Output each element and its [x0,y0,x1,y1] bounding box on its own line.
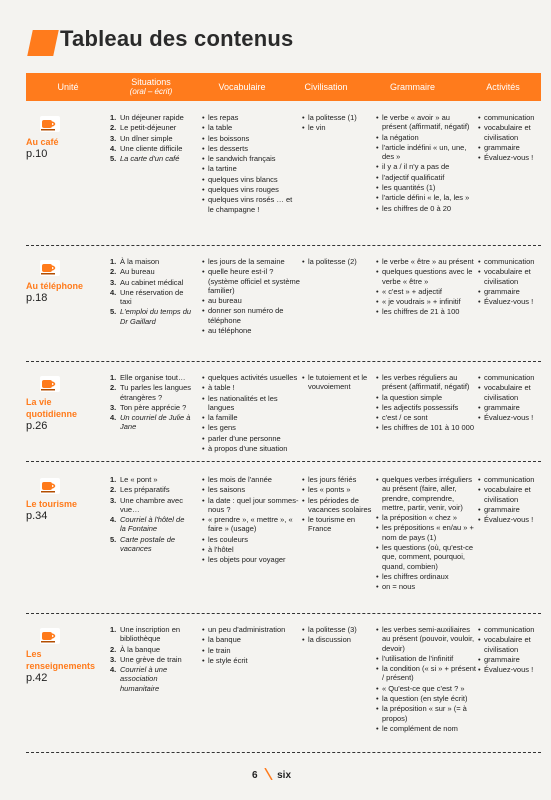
situation-item [110,373,192,382]
activites-list [478,113,544,162]
situation-number: 2. [110,644,117,654]
vocabulaire-cell [202,475,300,566]
civilisation-list [302,373,372,392]
vocabulaire-item: • les couleurs [202,535,300,544]
civilisation-cell [302,257,372,267]
activites-item: • communication [478,373,544,382]
header-grammaire-label: Grammaire [389,82,435,92]
situation-item [110,665,192,693]
vocabulaire-item: • donner son numéro de téléphone [202,306,300,325]
situation-number: 5. [110,307,117,317]
unit-page: p.26 [26,420,48,432]
civilisation-list [302,113,372,133]
grammaire-item: • les chiffres de 101 à 10 000 [376,423,476,432]
grammaire-item: • les adjectifs possessifs [376,403,476,412]
situation-number: 5. [110,154,117,164]
grammaire-item: • « c'est » + adjectif [376,287,476,296]
activites-item: • grammaire [478,655,544,664]
situation-text: À la maison [120,257,160,266]
situation-number: 3. [110,402,117,412]
situation-text: La carte d'un café [120,154,180,164]
vocabulaire-item: • quelle heure est-il ? (système officiel et système familier) [202,267,300,295]
grammaire-item: • les prépositions « en/au » + nom de pays (1) [376,523,476,542]
header-civilisation-label: Civilisation [304,82,348,92]
civilisation-item: • la politesse (2) [302,257,372,266]
vocabulaire-item: • les gens [202,423,300,432]
vocabulaire-item: • le train [202,646,300,655]
civilisation-item: • la politesse (1) [302,113,372,122]
situations-cell [110,475,192,554]
vocabulaire-item: • un peu d'administration [202,625,300,634]
situation-number: 3. [110,495,117,505]
header-situations-label: Situations [131,77,171,87]
grammaire-item: • l'adjectif qualificatif [376,173,476,182]
vocabulaire-item: • parler d'une personne [202,434,300,443]
vocabulaire-item: • à propos d'une situation [202,444,300,453]
situation-number: 4. [110,143,117,153]
situation-item [110,485,192,494]
situation-number: 2. [110,383,117,393]
grammaire-list [376,373,476,433]
activites-list [478,625,544,674]
unit-illustration-icon [40,116,60,132]
civilisation-list [302,625,372,645]
vocabulaire-item: • quelques vins rosés … et le champagne ! [202,195,300,214]
header-unite [26,73,110,101]
situation-number: 4. [110,665,117,675]
situation-text: Carte postale de vacances [120,534,176,554]
situations-list [110,113,192,163]
activites-item: • communication [478,113,544,122]
situation-item [110,144,192,153]
civilisation-cell [302,625,372,646]
grammaire-cell [376,625,476,734]
civilisation-item: • le tutoiement et le vouvoiement [302,373,372,392]
situations-cell [110,113,192,164]
situation-item [110,307,192,326]
situation-item [110,383,192,402]
header-grammaire [360,73,465,101]
activites-item: • Évaluez-vous ! [478,153,544,162]
situations-list [110,373,192,432]
header-civilisation [292,73,360,101]
situation-item [110,625,192,644]
civilisation-item: • les « ponts » [302,485,372,494]
grammaire-item: • le complément de nom [376,724,476,733]
situation-text: Une inscription en bibliothèque [120,625,181,644]
situation-item [110,475,192,484]
grammaire-item: • on = nous [376,582,476,591]
situations-list [110,625,192,693]
grammaire-item: • « je voudrais » + infinitif [376,297,476,306]
grammaire-item: • quelques verbes irréguliers au présent (faire, aller, prendre, comprendre, mettre, partir, venir, voir) [376,475,476,512]
vocabulaire-cell [202,257,300,336]
activites-item: • grammaire [478,505,544,514]
activites-item: • Évaluez-vous ! [478,413,544,422]
grammaire-list [376,113,476,213]
unit-cell [26,476,102,523]
situation-number: 4. [110,515,117,525]
grammaire-cell [376,373,476,434]
activites-item: • vocabulaire et civilisation [478,485,544,504]
unit-name[interactable]: La vie quotidienne [26,397,77,419]
unit-illustration-icon [40,478,60,494]
situation-number: 2. [110,267,117,277]
header-situations [110,73,192,101]
situation-text: Le petit-déjeuner [120,123,177,133]
unit-name[interactable]: Le tourisme [26,499,78,509]
situation-item [110,154,192,163]
civilisation-list [302,475,372,534]
situations-list [110,257,192,326]
unit-name[interactable]: Les renseignements [26,649,96,671]
situation-text: Au bureau [120,267,155,277]
situation-number: 3. [110,133,117,143]
grammaire-item: • les verbes semi-auxiliaires au présent (pouvoir, vouloir, devoir) [376,625,476,653]
situation-text: Ton père apprécie ? [120,402,187,412]
grammaire-cell [376,257,476,318]
situation-item [110,278,192,287]
page-title: Tableau des contenus [60,26,294,51]
civilisation-item: • le tourisme en France [302,515,372,534]
situation-text: Un courriel de Julie à Jane [120,413,191,432]
unit-name[interactable]: Au café [26,137,59,147]
grammaire-item: • les chiffres ordinaux [376,572,476,581]
vocabulaire-item: • les nationalités et les langues [202,394,300,413]
vocabulaire-item: • la table [202,123,300,132]
table-row [26,466,541,614]
vocabulaire-item: • au téléphone [202,326,300,335]
situation-number: 5. [110,534,117,544]
grammaire-list [376,475,476,592]
grammaire-item: • « Qu'est-ce que c'est ? » [376,684,476,693]
civilisation-cell [302,113,372,134]
situation-item [110,113,192,122]
slash-icon [264,768,274,780]
activites-item: • vocabulaire et civilisation [478,267,544,286]
grammaire-item: • c'est / ce sont [376,413,476,422]
grammaire-item: • l'utilisation de l'infinitif [376,654,476,663]
civilisation-item: • les jours fériés [302,475,372,484]
activites-item: • vocabulaire et civilisation [478,383,544,402]
vocabulaire-item: • quelques activités usuelles [202,373,300,382]
situation-text: À la banque [120,644,161,654]
situation-number: 2. [110,485,117,495]
unit-cell [26,626,102,685]
situation-item [110,288,192,307]
situation-text: Tu parles les langues étrangères ? [120,383,192,402]
table-row [26,104,541,246]
grammaire-item: • la question simple [376,393,476,402]
vocabulaire-item: • les repas [202,113,300,122]
situation-number: 3. [110,654,117,664]
situation-item [110,496,192,515]
civilisation-item: • la discussion [302,635,372,644]
grammaire-cell [376,113,476,214]
situation-text: Une cliente difficile [120,143,183,153]
unit-name[interactable]: Au téléphone [26,281,84,291]
vocabulaire-item: • quelques vins rouges [202,185,300,194]
situation-number: 1. [110,257,117,266]
grammaire-item: • le verbe « avoir » au présent (affirmatif, négatif) [376,113,476,132]
situation-text: Une réservation de taxi [120,287,184,307]
situation-item [110,413,192,432]
activites-list [478,475,544,524]
grammaire-item: • l'article indéfini « un, une, des » [376,143,476,162]
activites-item: • vocabulaire et civilisation [478,635,544,654]
grammaire-item: • la question (en style écrit) [376,694,476,703]
activites-cell [478,625,544,675]
vocabulaire-cell [202,625,300,666]
civilisation-item: • les périodes de vacances scolaires [302,496,372,515]
header-situations-sub: (oral – écrit) [129,87,173,96]
situation-number: 2. [110,123,117,133]
vocabulaire-item: • les saisons [202,485,300,494]
page-footer [252,766,291,781]
situations-cell [110,625,192,694]
situation-text: Courriel à une association humanitaire [120,665,168,693]
unit-cell [26,114,102,161]
grammaire-item: • la préposition « chez » [376,513,476,522]
activites-item: • vocabulaire et civilisation [478,123,544,142]
activites-item: • communication [478,475,544,484]
unit-illustration-icon [40,260,60,276]
unit-page: p.42 [26,672,48,684]
vocabulaire-item: • le style écrit [202,656,300,665]
activites-cell [478,113,544,163]
unit-page: p.18 [26,292,48,304]
grammaire-item: • les chiffres de 0 à 20 [376,204,476,213]
vocabulaire-cell [202,113,300,215]
vocabulaire-item: • la banque [202,635,300,644]
vocabulaire-item: • le sandwich français [202,154,300,163]
unit-page: p.34 [26,510,48,522]
activites-cell [478,373,544,423]
situation-text: Courriel à l'hôtel de la Fontaine [120,515,185,534]
vocabulaire-item: • les objets pour voyager [202,555,300,564]
vocabulaire-item: • la famille [202,413,300,422]
situations-cell [110,373,192,433]
grammaire-list [376,625,476,733]
activites-item: • Évaluez-vous ! [478,297,544,306]
table-row [26,248,541,362]
table-header [26,73,541,101]
situation-number: 1. [110,113,117,122]
situation-number: 4. [110,413,117,423]
vocabulaire-item: • la date : quel jour sommes-nous ? [202,496,300,515]
situation-item [110,123,192,132]
header-activites [465,73,541,101]
situation-number: 4. [110,287,117,297]
situation-number: 1. [110,373,117,382]
activites-item: • Évaluez-vous ! [478,665,544,674]
grammaire-item: • les quantités (1) [376,183,476,192]
activites-item: • grammaire [478,143,544,152]
header-activites-label: Activités [486,82,520,92]
vocabulaire-item: • à table ! [202,383,300,392]
situation-text: Au cabinet médical [120,277,184,287]
grammaire-item: • il y a / il n'y a pas de [376,162,476,171]
civilisation-item: • le vin [302,123,372,132]
activites-list [478,373,544,422]
activites-item: • grammaire [478,403,544,412]
vocabulaire-item: • les boissons [202,134,300,143]
situation-number: 1. [110,625,117,634]
activites-cell [478,257,544,307]
unit-cell [26,258,102,305]
header-vocabulaire [192,73,292,101]
civilisation-cell [302,475,372,535]
situation-number: 1. [110,475,117,484]
situation-text: Les préparatifs [120,485,170,495]
situation-item [110,257,192,266]
unit-page: p.10 [26,148,48,160]
activites-item: • communication [478,257,544,266]
vocabulaire-item: • les desserts [202,144,300,153]
situation-text: Un déjeuner rapide [120,113,184,122]
header-vocabulaire-label: Vocabulaire [218,82,266,92]
vocabulaire-cell [202,373,300,454]
grammaire-item: • les questions (où, qu'est-ce que, comment, pourquoi, quand, combien) [376,543,476,571]
situations-list [110,475,192,553]
grammaire-item: • les verbes réguliers au présent (affirmatif, négatif) [376,373,476,392]
situation-item [110,403,192,412]
situation-item [110,645,192,654]
grammaire-item: • la condition (« si » + présent / présent) [376,664,476,683]
situation-item [110,535,192,554]
grammaire-item: • la négation [376,133,476,142]
activites-list [478,257,544,306]
vocabulaire-list [202,475,300,565]
vocabulaire-item: • au bureau [202,296,300,305]
unit-illustration-icon [40,376,60,392]
grammaire-list [376,257,476,317]
title-accent-bar [27,30,59,56]
situation-number: 3. [110,277,117,287]
vocabulaire-item: • à l'hôtel [202,545,300,554]
header-unite-label: Unité [57,82,79,92]
vocabulaire-list [202,113,300,214]
situations-cell [110,257,192,327]
vocabulaire-list [202,257,300,335]
civilisation-cell [302,373,372,393]
situation-text: L'emploi du temps du Dr Gaillard [120,307,192,326]
activites-item: • grammaire [478,287,544,296]
vocabulaire-item: • la tartine [202,164,300,173]
situation-item [110,267,192,276]
grammaire-cell [376,475,476,593]
table-row [26,616,541,753]
grammaire-item: • la préposition « sur » (= à propos) [376,704,476,723]
situation-text: Une grève de train [120,654,182,664]
grammaire-item: • quelques questions avec le verbe « être » [376,267,476,286]
situation-item [110,515,192,534]
grammaire-item: • les chiffres de 21 à 100 [376,307,476,316]
situation-text: Une chambre avec vue… [120,495,183,514]
page-number: 6 [252,770,258,781]
activites-item: • Évaluez-vous ! [478,515,544,524]
vocabulaire-list [202,625,300,665]
grammaire-item: • l'article défini « le, la, les » [376,193,476,202]
activites-cell [478,475,544,525]
table-row [26,364,541,462]
vocabulaire-item: • quelques vins blancs [202,175,300,184]
civilisation-item: • la politesse (3) [302,625,372,634]
situation-text: Elle organise tout… [120,373,186,382]
activites-item: • communication [478,625,544,634]
situation-text: Le « pont » [120,475,158,484]
civilisation-list [302,257,372,266]
situation-item [110,134,192,143]
situation-text: Un dîner simple [120,133,173,143]
unit-illustration-icon [40,628,60,644]
vocabulaire-item: • les mois de l'année [202,475,300,484]
vocabulaire-item: • « prendre », « mettre », « faire » (usage) [202,515,300,534]
page-number-word: six [277,770,292,781]
vocabulaire-item: • les jours de la semaine [202,257,300,266]
vocabulaire-list [202,373,300,453]
situation-item [110,655,192,664]
unit-cell [26,374,102,433]
grammaire-item: • le verbe « être » au présent [376,257,476,266]
